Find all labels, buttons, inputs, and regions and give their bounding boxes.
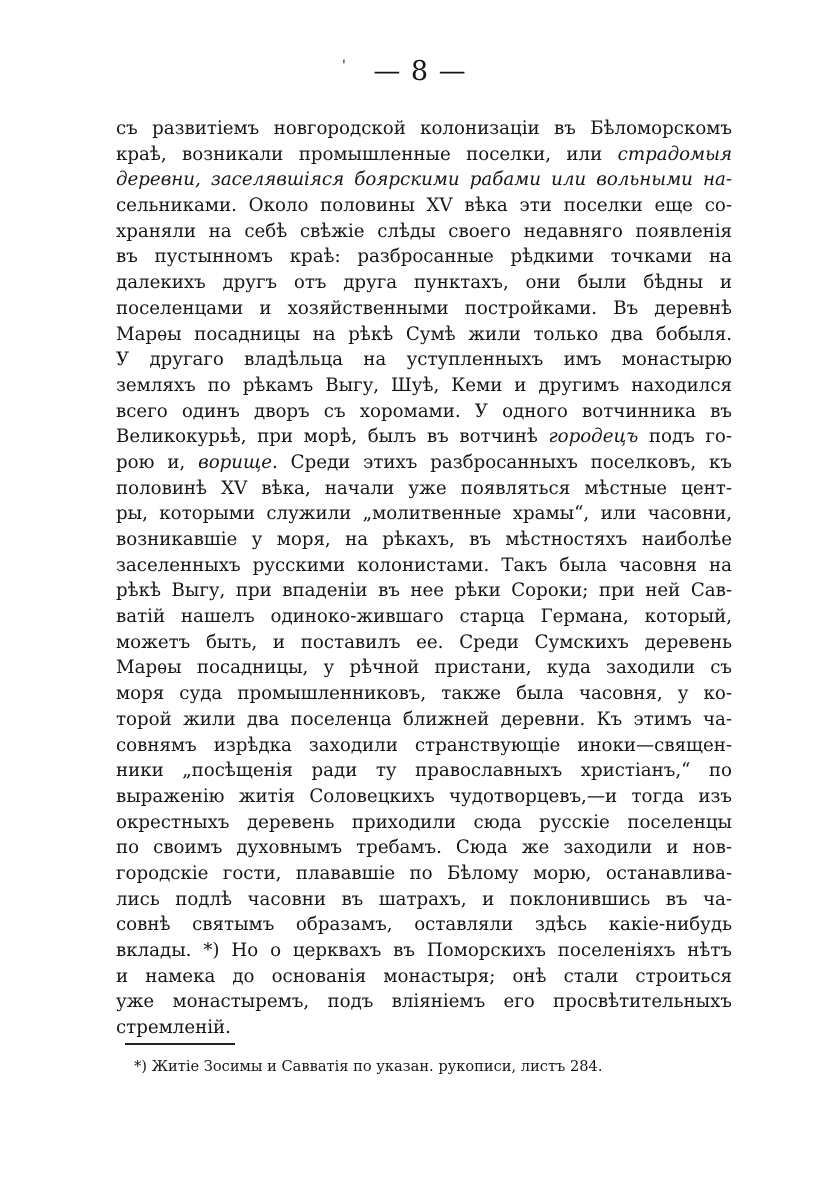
italic-term-gorodets: городецъ — [548, 426, 639, 448]
text-line-29: по своимъ духовнымъ требамъ. Сюда же заходили и нов- — [116, 837, 732, 859]
text-line-14 — [116, 450, 732, 476]
text-line-1: съ развитіемъ новгородской колонизаціи въ Бѣломорскомъ — [116, 118, 732, 139]
text-line-20: ватій нашелъ одиноко-жившаго старца Германа, который, — [116, 606, 732, 628]
text-line-11: земляхъ по рѣкамъ Выгу, Шуѣ, Кеми и другимъ находился — [116, 374, 732, 396]
text-line-35: уже монастыремъ, подъ вліяніемъ его просвѣтительныхъ — [116, 991, 732, 1013]
text-line-2 — [116, 142, 732, 168]
text-line-36: стремленій. — [116, 1017, 231, 1039]
text-line-3 — [116, 167, 732, 193]
italic-term-stradomyya: страдомыя — [617, 143, 732, 165]
text-line-16: ры, которыми служили „молитвенные храмы“, или часовни, — [116, 503, 732, 525]
text-line-30: городскіе гости, плававшіе по Бѣлому морю, останавлива- — [116, 862, 732, 884]
text-line-34: и намека до основанія монастыря; онѣ стали строиться — [116, 965, 732, 987]
text-line-6: въ пустынномъ краѣ: разбросанные рѣдкими точками на — [116, 246, 732, 268]
footnote: *) Житіе Зосимы и Савватія по указан. рукописи, листъ 284. — [134, 1058, 603, 1075]
text-line-8: поселенцами и хозяйственными постройками. Въ деревнѣ — [116, 297, 732, 319]
text-line-23: моря суда промышленниковъ, также была часовня, у ко- — [116, 683, 732, 705]
text-line-15: половинѣ XV вѣка, начали уже появляться мѣстные цент- — [116, 477, 732, 499]
main-text-block — [116, 116, 732, 1041]
text-line-10: У другаго владѣльца на уступленныхъ имъ монастырю — [116, 349, 732, 371]
text-line-14-start: рою и, — [116, 451, 199, 473]
text-line-4: сельниками. Около половины XV вѣка эти поселки еще со- — [116, 195, 732, 217]
text-line-21: можетъ быть, и поставилъ ее. Среди Сумскихъ деревень — [116, 631, 732, 653]
italic-term-vorishche: ворище — [198, 451, 272, 473]
text-line-2-start: краѣ, возникали промышленные поселки, или — [116, 143, 618, 165]
text-line-13-end: подъ го- — [638, 426, 732, 448]
text-line-25: совнямъ изрѣдка заходили странствующіе иноки—священ- — [116, 734, 732, 756]
text-line-17: возникавшіе у моря, на рѣкахъ, въ мѣстностяхъ наиболѣе — [116, 529, 732, 550]
text-line-33: вклады. *) Но о церквахъ въ Поморскихъ поселеніяхъ нѣтъ — [116, 940, 732, 961]
stray-printing-mark: ' — [342, 58, 346, 74]
text-line-7: далекихъ другъ отъ друга пунктахъ, они были бѣдны и — [116, 272, 732, 294]
text-line-13 — [116, 424, 732, 450]
text-line-22: Марѳы посадницы, у рѣчной пристани, куда заходили съ — [116, 657, 732, 679]
text-line-12: всего одинъ дворъ съ хоромами. У одного вотчинника въ — [116, 400, 732, 422]
text-line-31: лись подлѣ часовни въ шатрахъ, и поклонившись въ ча- — [116, 888, 732, 910]
text-line-18: заселенныхъ русскими колонистами. Такъ была часовня на — [116, 554, 732, 576]
text-line-19: рѣкѣ Выгу, при впаденіи въ нее рѣки Сороки; при ней Сав- — [116, 580, 732, 602]
text-line-32: совнѣ святымъ образамъ, оставляли здѣсь какіе-нибудь — [116, 914, 732, 936]
text-line-24: торой жили два поселенца ближней деревни. Къ этимъ ча- — [116, 708, 732, 730]
text-line-27: выраженію житія Соловецкихъ чудотворцевъ,—и тогда изъ — [116, 785, 732, 807]
text-line-9: Марѳы посадницы на рѣкѣ Сумѣ жили только два бобыля. — [116, 323, 732, 345]
text-line-26: ники „посѣщенія ради ту православныхъ христіанъ,“ по — [116, 760, 732, 782]
text-line-13-start: Великокурьѣ, при морѣ, былъ въ вотчинѣ — [116, 426, 549, 448]
italic-term-derevni: деревни, заселявшіяся боярскими рабами или вольными на- — [116, 169, 732, 191]
page-number: — 8 — — [373, 56, 467, 87]
text-line-14-end: . Среди этихъ разбросанныхъ поселковъ, къ — [271, 451, 732, 473]
footnote-divider — [125, 1043, 235, 1045]
text-line-28: окрестныхъ деревень приходили сюда русскіе поселенцы — [116, 811, 732, 833]
text-line-5: храняли на себѣ свѣжіе слѣды своего недавняго появленія — [116, 220, 732, 242]
